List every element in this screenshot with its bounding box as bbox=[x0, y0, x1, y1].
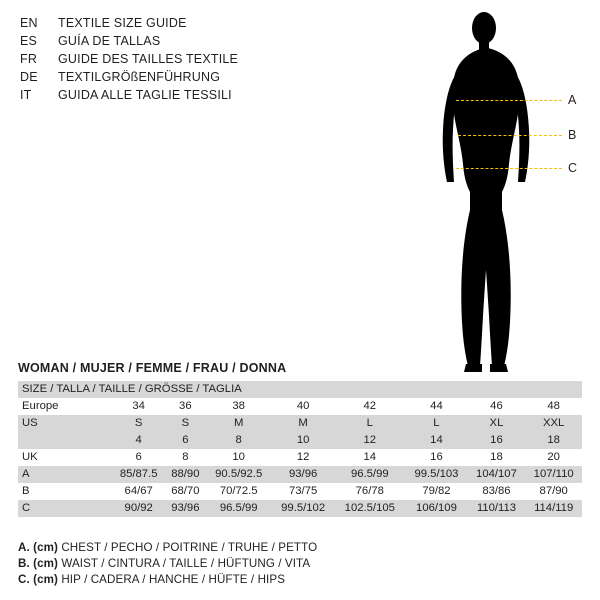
table-cell: 36 bbox=[165, 398, 205, 415]
legend-text: WAIST / CINTURA / TAILLE / HÜFTUNG / VITA bbox=[61, 557, 311, 570]
table-cell: 85/87.5 bbox=[112, 466, 165, 483]
table-cell: 64/67 bbox=[112, 483, 165, 500]
language-row bbox=[20, 32, 320, 50]
row-label: US bbox=[18, 415, 112, 432]
table-cell: 96.5/99 bbox=[205, 500, 272, 517]
table-cell: 8 bbox=[165, 449, 205, 466]
row-label: UK bbox=[18, 449, 112, 466]
table-cell: 110/113 bbox=[468, 500, 526, 517]
table-cell: 10 bbox=[205, 449, 272, 466]
table-cell: 99.5/102 bbox=[272, 500, 334, 517]
row-label: C bbox=[18, 500, 112, 517]
table-cell: 88/90 bbox=[165, 466, 205, 483]
legend-block bbox=[18, 540, 578, 588]
table-cell: 93/96 bbox=[165, 500, 205, 517]
language-title: TEXTILGRÖßENFÜHRUNG bbox=[58, 70, 221, 84]
table-cell: XL bbox=[468, 415, 526, 432]
table-cell: 70/72.5 bbox=[205, 483, 272, 500]
table-cell: 48 bbox=[525, 398, 582, 415]
table-header-row bbox=[18, 381, 582, 398]
measure-label-b: B bbox=[568, 128, 577, 142]
figure-area bbox=[400, 4, 600, 376]
table-cell: 10 bbox=[272, 432, 334, 449]
legend-row bbox=[18, 540, 578, 556]
table-cell: 90/92 bbox=[112, 500, 165, 517]
legend-key: B. (cm) bbox=[18, 557, 58, 570]
table-cell: 96.5/99 bbox=[334, 466, 405, 483]
table-cell: 83/86 bbox=[468, 483, 526, 500]
table-row bbox=[18, 483, 582, 500]
table-cell: 14 bbox=[334, 449, 405, 466]
table-cell: 16 bbox=[468, 432, 526, 449]
table-cell: M bbox=[272, 415, 334, 432]
section-title: WOMAN / MUJER / FEMME / FRAU / DONNA bbox=[18, 361, 287, 375]
table-cell: 44 bbox=[405, 398, 467, 415]
table-cell: 102.5/105 bbox=[334, 500, 405, 517]
table-row bbox=[18, 432, 582, 449]
table-cell: 18 bbox=[468, 449, 526, 466]
measure-line-c bbox=[456, 168, 562, 169]
table-cell: L bbox=[334, 415, 405, 432]
table-cell: 68/70 bbox=[165, 483, 205, 500]
table-row bbox=[18, 466, 582, 483]
table-cell: 76/78 bbox=[334, 483, 405, 500]
measure-label-c: C bbox=[568, 161, 578, 175]
table-cell: 16 bbox=[405, 449, 467, 466]
table-cell: 8 bbox=[205, 432, 272, 449]
legend-row bbox=[18, 572, 578, 588]
table-cell: 114/119 bbox=[525, 500, 582, 517]
legend-key: C. (cm) bbox=[18, 573, 58, 586]
language-code: DE bbox=[20, 70, 38, 84]
row-label: B bbox=[18, 483, 112, 500]
legend-text: HIP / CADERA / HANCHE / HÜFTE / HIPS bbox=[61, 573, 286, 586]
table-cell: 14 bbox=[405, 432, 467, 449]
language-code: IT bbox=[20, 88, 32, 102]
table-cell: 99.5/103 bbox=[405, 466, 467, 483]
table-cell: 6 bbox=[165, 432, 205, 449]
language-row bbox=[20, 86, 320, 104]
measure-line-a bbox=[456, 100, 562, 101]
legend-row bbox=[18, 556, 578, 572]
table-cell: 20 bbox=[525, 449, 582, 466]
row-label: Europe bbox=[18, 398, 112, 415]
table-row bbox=[18, 415, 582, 432]
table-cell: 38 bbox=[205, 398, 272, 415]
measure-line-b bbox=[458, 135, 562, 136]
language-code: FR bbox=[20, 52, 38, 66]
table-cell: 79/82 bbox=[405, 483, 467, 500]
table-cell: 42 bbox=[334, 398, 405, 415]
table-cell: 12 bbox=[334, 432, 405, 449]
table-cell: L bbox=[405, 415, 467, 432]
table-row bbox=[18, 398, 582, 415]
table-cell: 18 bbox=[525, 432, 582, 449]
table-cell: M bbox=[205, 415, 272, 432]
table-cell: 107/110 bbox=[525, 466, 582, 483]
table-cell: 73/75 bbox=[272, 483, 334, 500]
language-row bbox=[20, 14, 320, 32]
table-row bbox=[18, 500, 582, 517]
language-header-block bbox=[20, 14, 320, 104]
table-cell: 40 bbox=[272, 398, 334, 415]
table-cell: S bbox=[165, 415, 205, 432]
table-cell: 93/96 bbox=[272, 466, 334, 483]
language-title: GUIDA ALLE TAGLIE TESSILI bbox=[58, 88, 232, 102]
language-title: GUIDE DES TAILLES TEXTILE bbox=[58, 52, 239, 66]
language-code: ES bbox=[20, 34, 38, 48]
table-header-label: SIZE / TALLA / TAILLE / GRÖSSE / TAGLIA bbox=[22, 383, 242, 395]
table-cell: 34 bbox=[112, 398, 165, 415]
language-title: TEXTILE SIZE GUIDE bbox=[58, 16, 187, 30]
table-cell: 4 bbox=[112, 432, 165, 449]
row-label: A bbox=[18, 466, 112, 483]
table-cell: 46 bbox=[468, 398, 526, 415]
female-body-silhouette-icon bbox=[400, 4, 600, 376]
table-row bbox=[18, 449, 582, 466]
table-cell: 90.5/92.5 bbox=[205, 466, 272, 483]
table-cell: S bbox=[112, 415, 165, 432]
table-cell: XXL bbox=[525, 415, 582, 432]
table-cell: 87/90 bbox=[525, 483, 582, 500]
row-label bbox=[18, 432, 112, 449]
language-code: EN bbox=[20, 16, 38, 30]
legend-key: A. (cm) bbox=[18, 541, 58, 554]
measure-label-a: A bbox=[568, 93, 577, 107]
table-cell: 6 bbox=[112, 449, 165, 466]
language-title: GUÍA DE TALLAS bbox=[58, 34, 161, 48]
table-cell: 12 bbox=[272, 449, 334, 466]
language-row bbox=[20, 50, 320, 68]
language-row bbox=[20, 68, 320, 86]
table-cell: 106/109 bbox=[405, 500, 467, 517]
legend-text: CHEST / PECHO / POITRINE / TRUHE / PETTO bbox=[61, 541, 318, 554]
size-table bbox=[18, 381, 582, 517]
table-cell: 104/107 bbox=[468, 466, 526, 483]
